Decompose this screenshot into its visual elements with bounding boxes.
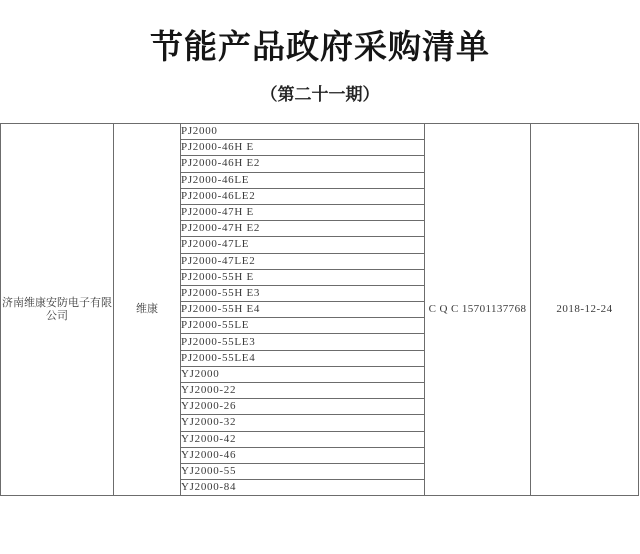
model-cell: PJ2000-55LE3 xyxy=(181,334,425,350)
date-cell: 2018-12-24 xyxy=(531,124,639,496)
model-cell: YJ2000-22 xyxy=(181,383,425,399)
model-cell: PJ2000-55LE xyxy=(181,318,425,334)
model-cell: PJ2000-47LE2 xyxy=(181,253,425,269)
model-cell: PJ2000-46LE2 xyxy=(181,188,425,204)
model-cell: YJ2000 xyxy=(181,366,425,382)
model-cell: YJ2000-42 xyxy=(181,431,425,447)
model-cell: YJ2000-32 xyxy=(181,415,425,431)
model-cell: PJ2000-55H E3 xyxy=(181,285,425,301)
model-cell: YJ2000-55 xyxy=(181,463,425,479)
model-cell: PJ2000-46LE xyxy=(181,172,425,188)
model-cell: PJ2000 xyxy=(181,124,425,140)
model-cell: YJ2000-26 xyxy=(181,399,425,415)
model-cell: YJ2000-84 xyxy=(181,480,425,496)
model-cell: PJ2000-47H E xyxy=(181,204,425,220)
procurement-table xyxy=(0,123,639,496)
certificate-number-cell: C Q C 15701137768 xyxy=(425,124,531,496)
page-subtitle: （第二十一期） xyxy=(260,85,380,104)
model-cell: PJ2000-55LE4 xyxy=(181,350,425,366)
model-cell: PJ2000-55H E4 xyxy=(181,302,425,318)
table-row xyxy=(1,124,639,140)
model-cell: YJ2000-46 xyxy=(181,447,425,463)
company-name-cell: 济南维康安防电子有限公司 xyxy=(1,124,114,496)
model-cell: PJ2000-55H E xyxy=(181,269,425,285)
model-cell: PJ2000-46H E xyxy=(181,140,425,156)
document-page xyxy=(0,31,640,496)
model-cell: PJ2000-47LE xyxy=(181,237,425,253)
model-cell: PJ2000-47H E2 xyxy=(181,221,425,237)
brand-cell: 维康 xyxy=(114,124,181,496)
model-cell: PJ2000-46H E2 xyxy=(181,156,425,172)
page-title: 节能产品政府采购清单 xyxy=(150,30,490,66)
